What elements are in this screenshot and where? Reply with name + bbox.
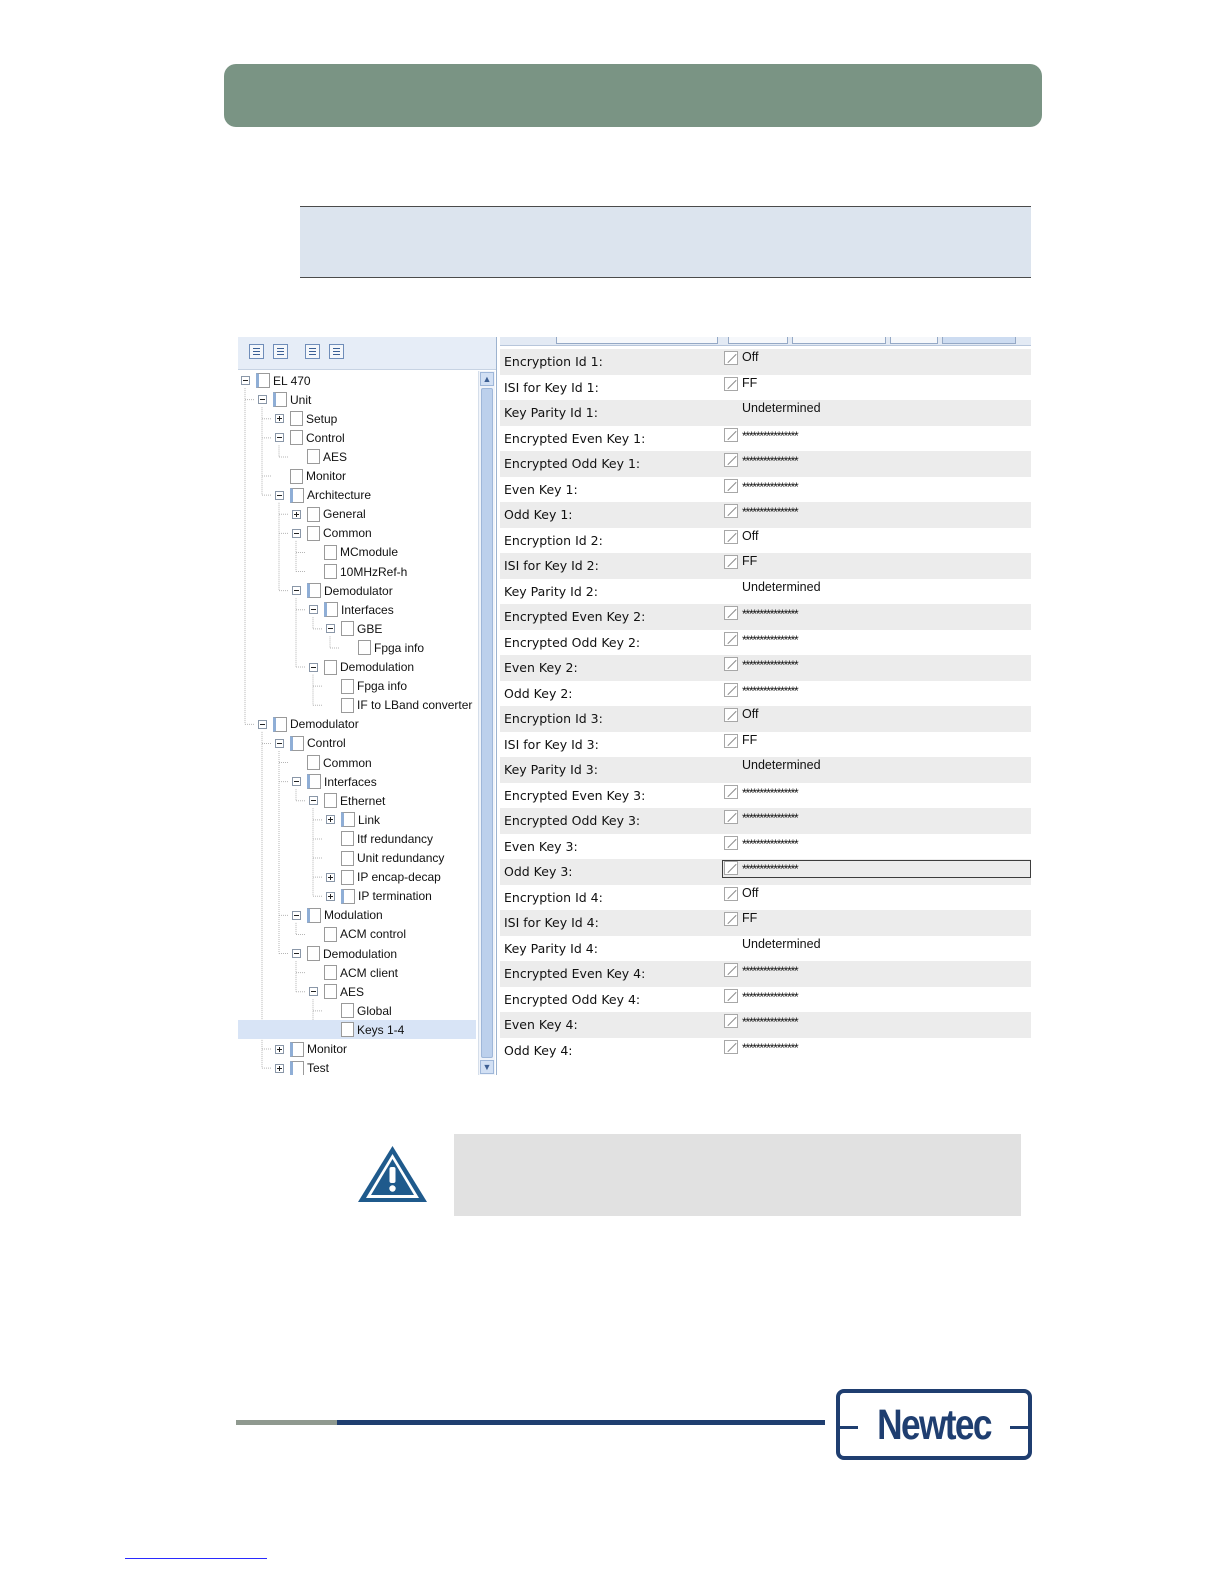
folder-book-icon bbox=[290, 1042, 304, 1057]
tree-node-label: Test bbox=[307, 1061, 330, 1075]
property-label: ISI for Key Id 4: bbox=[504, 915, 599, 930]
tree-node-label: Monitor bbox=[307, 1042, 348, 1056]
tree-node-label: Demodulator bbox=[290, 717, 359, 732]
folder-book-icon bbox=[290, 1061, 304, 1075]
edit-icon[interactable] bbox=[724, 785, 738, 799]
tree-node-architecture[interactable] bbox=[275, 486, 371, 505]
property-value-field[interactable]: **************** bbox=[742, 505, 798, 519]
tree-node-acm-control[interactable] bbox=[309, 925, 406, 944]
tree-node-monitor[interactable] bbox=[275, 467, 346, 486]
property-value-field[interactable]: **************** bbox=[742, 964, 798, 978]
scroll-down-icon[interactable]: ▼ bbox=[480, 1060, 494, 1074]
page-icon bbox=[324, 927, 337, 942]
tree-node-interfaces[interactable] bbox=[309, 600, 394, 619]
tree-node-label: Demodulation bbox=[323, 946, 398, 961]
property-label: ISI for Key Id 1: bbox=[504, 379, 599, 395]
page-icon bbox=[324, 793, 337, 808]
tree-node-setup[interactable] bbox=[275, 409, 337, 428]
page-icon bbox=[341, 679, 354, 694]
tree-node-label: Modulation bbox=[324, 908, 383, 923]
collapse-icon[interactable] bbox=[275, 433, 284, 442]
page-icon bbox=[290, 430, 303, 445]
tree-node-label: IP encap-decap bbox=[357, 870, 441, 885]
property-label: Encrypted Even Key 1: bbox=[504, 430, 646, 446]
edit-icon[interactable] bbox=[724, 377, 738, 391]
tree-node-label: Interfaces bbox=[341, 602, 394, 617]
collapse-icon[interactable] bbox=[292, 777, 301, 786]
tree-node-label: General bbox=[323, 507, 366, 522]
collapse-icon[interactable] bbox=[292, 911, 301, 920]
properties-toolbar bbox=[500, 337, 1031, 346]
collapse-icon[interactable] bbox=[309, 663, 318, 672]
edit-icon[interactable] bbox=[724, 836, 738, 850]
tree-node-10mhzref-h[interactable] bbox=[309, 562, 407, 581]
property-row-encrypted-even-key-3[interactable] bbox=[500, 783, 1031, 809]
collapse-icon[interactable] bbox=[309, 987, 318, 996]
property-row-odd-key-2[interactable] bbox=[500, 681, 1031, 707]
edit-icon[interactable] bbox=[724, 606, 738, 620]
property-value-field[interactable]: **************** bbox=[742, 836, 798, 851]
page-icon bbox=[307, 507, 320, 522]
collapse-icon[interactable] bbox=[292, 949, 301, 958]
property-value-field[interactable]: **************** bbox=[742, 632, 798, 647]
edit-icon[interactable] bbox=[724, 912, 738, 926]
edit-icon[interactable] bbox=[724, 453, 738, 467]
property-value-field[interactable]: FF bbox=[742, 911, 758, 925]
tree-node-label: Itf redundancy bbox=[357, 831, 434, 846]
property-label: Encrypted Even Key 4: bbox=[504, 966, 646, 981]
property-value-field[interactable]: FF bbox=[742, 375, 758, 390]
tree-node-modulation[interactable] bbox=[292, 906, 383, 925]
scroll-thumb[interactable] bbox=[481, 388, 493, 1058]
collapse-icon[interactable] bbox=[241, 376, 250, 385]
property-row-even-key-4[interactable] bbox=[500, 1012, 1031, 1038]
page-icon bbox=[307, 946, 320, 961]
property-row-encrypted-odd-key-3[interactable] bbox=[500, 808, 1031, 834]
edit-icon[interactable] bbox=[724, 351, 738, 365]
property-label: Encrypted Odd Key 1: bbox=[504, 456, 641, 471]
page-icon bbox=[341, 1022, 354, 1037]
tree-node-fpga-info[interactable] bbox=[343, 638, 424, 657]
footer-link-underline bbox=[125, 1558, 267, 1559]
property-row-encrypted-odd-key-1[interactable] bbox=[500, 451, 1031, 477]
collapse-icon[interactable] bbox=[326, 624, 335, 633]
expand-all-icon[interactable] bbox=[249, 344, 264, 359]
collapse-icon[interactable] bbox=[292, 529, 301, 538]
footer-rule-blue bbox=[337, 1420, 825, 1425]
property-label: Even Key 1: bbox=[504, 481, 578, 497]
tree-view bbox=[238, 371, 476, 1075]
property-value-field[interactable]: **************** bbox=[742, 989, 798, 1004]
page-icon bbox=[341, 870, 354, 885]
property-label: Encryption Id 3: bbox=[504, 711, 603, 726]
folder-book-icon bbox=[290, 488, 304, 503]
property-value-field[interactable]: Off bbox=[742, 528, 759, 543]
folder-book-icon bbox=[324, 602, 338, 617]
tree-pane bbox=[238, 337, 497, 1075]
tree-node-label: Monitor bbox=[306, 469, 347, 483]
tree-node-label: Setup bbox=[306, 411, 338, 426]
edit-icon[interactable] bbox=[724, 708, 738, 722]
property-row-isi-for-key-id-2[interactable] bbox=[500, 553, 1031, 579]
tree-node-control[interactable] bbox=[275, 428, 345, 447]
property-value: Undetermined bbox=[742, 758, 821, 772]
expand-icon[interactable] bbox=[275, 1045, 284, 1054]
tree-node-label: Demodulator bbox=[324, 583, 393, 598]
expand-all-icon[interactable] bbox=[305, 344, 320, 359]
expand-icon[interactable] bbox=[275, 414, 284, 423]
property-row-encryption-id-4[interactable] bbox=[500, 885, 1031, 911]
property-row-odd-key-1[interactable] bbox=[500, 502, 1031, 528]
property-row-isi-for-key-id-4[interactable] bbox=[500, 910, 1031, 936]
edit-icon[interactable] bbox=[724, 989, 738, 1003]
property-label: Odd Key 4: bbox=[504, 1042, 573, 1058]
property-row-key-parity-id-1 bbox=[500, 400, 1031, 426]
property-label: ISI for Key Id 2: bbox=[504, 558, 599, 573]
tree-node-common[interactable] bbox=[292, 524, 372, 543]
tree-node-label: Architecture bbox=[307, 488, 372, 503]
tree-node-demodulator[interactable] bbox=[292, 581, 393, 600]
page-icon bbox=[341, 698, 354, 713]
tree-node-test[interactable] bbox=[275, 1059, 329, 1075]
folder-book-icon bbox=[256, 373, 270, 388]
warning-icon bbox=[356, 1144, 429, 1204]
page-icon bbox=[307, 449, 320, 464]
property-value-field[interactable]: FF bbox=[742, 554, 758, 568]
folder-book-icon bbox=[273, 392, 287, 407]
property-value: Undetermined bbox=[742, 401, 821, 415]
tree-node-ip-termination[interactable] bbox=[326, 887, 432, 906]
property-row-encrypted-even-key-2[interactable] bbox=[500, 604, 1031, 630]
edit-icon[interactable] bbox=[724, 555, 738, 569]
tree-node-demodulation[interactable] bbox=[309, 658, 414, 677]
tree-node-label: Keys 1-4 bbox=[357, 1022, 405, 1037]
folder-book-icon bbox=[341, 889, 355, 904]
note-box bbox=[454, 1134, 1021, 1216]
edit-icon[interactable] bbox=[724, 428, 738, 442]
property-label: Encrypted Odd Key 3: bbox=[504, 813, 641, 828]
property-value-field[interactable]: **************** bbox=[742, 454, 798, 468]
tree-node-interfaces[interactable] bbox=[292, 772, 377, 791]
property-value-field[interactable]: **************** bbox=[742, 683, 798, 698]
footer-rule-grey bbox=[236, 1420, 337, 1425]
property-label: Encryption Id 4: bbox=[504, 889, 603, 905]
property-label: Even Key 3: bbox=[504, 838, 578, 854]
tree-node-label: Unit bbox=[290, 392, 312, 407]
property-row-even-key-1[interactable] bbox=[500, 477, 1031, 503]
scroll-up-icon[interactable]: ▲ bbox=[480, 372, 494, 386]
property-label: Encrypted Odd Key 4: bbox=[504, 991, 641, 1007]
tree-node-link[interactable] bbox=[326, 810, 380, 829]
property-row-key-parity-id-4 bbox=[500, 936, 1031, 962]
property-label: Odd Key 2: bbox=[504, 685, 573, 701]
property-label: Key Parity Id 1: bbox=[504, 405, 598, 420]
edit-icon[interactable] bbox=[724, 861, 738, 875]
property-row-odd-key-4[interactable] bbox=[500, 1038, 1031, 1064]
expand-icon[interactable] bbox=[292, 510, 301, 519]
property-row-encrypted-even-key-4[interactable] bbox=[500, 961, 1031, 987]
page-icon bbox=[290, 469, 303, 484]
tree-node-control[interactable] bbox=[275, 734, 346, 753]
tree-node-label: EL 470 bbox=[273, 373, 311, 388]
tree-node-global[interactable] bbox=[326, 1001, 392, 1020]
property-row-isi-for-key-id-1[interactable] bbox=[500, 375, 1031, 401]
edit-icon[interactable] bbox=[724, 734, 738, 748]
property-label: Odd Key 1: bbox=[504, 507, 573, 522]
tree-node-label: Unit redundancy bbox=[357, 851, 445, 865]
tree-scrollbar[interactable] bbox=[478, 371, 495, 1075]
tree-node-label: GBE bbox=[357, 621, 383, 636]
tree-node-label: AES bbox=[340, 984, 365, 999]
edit-icon[interactable] bbox=[724, 530, 738, 544]
folder-book-icon bbox=[307, 774, 321, 789]
tree-node-label: Common bbox=[323, 526, 372, 541]
tree-node-aes[interactable] bbox=[292, 447, 347, 466]
page-icon bbox=[341, 831, 354, 846]
edit-icon[interactable] bbox=[724, 1040, 738, 1054]
expand-icon[interactable] bbox=[326, 815, 335, 824]
page-icon bbox=[341, 621, 354, 636]
properties-pane bbox=[500, 337, 1031, 1075]
newtec-logo bbox=[836, 1389, 1032, 1460]
tree-node-label: Fpga info bbox=[357, 679, 408, 694]
property-row-even-key-2[interactable] bbox=[500, 655, 1031, 681]
edit-icon[interactable] bbox=[724, 887, 738, 901]
property-value-field[interactable]: **************** bbox=[742, 658, 798, 672]
tree-node-fpga-info[interactable] bbox=[326, 677, 407, 696]
expand-icon[interactable] bbox=[275, 1064, 284, 1073]
property-value-field[interactable]: **************** bbox=[742, 1040, 798, 1055]
edit-icon[interactable] bbox=[724, 632, 738, 646]
tree-node-gbe[interactable] bbox=[326, 619, 382, 638]
property-row-key-parity-id-2 bbox=[500, 579, 1031, 605]
page-icon bbox=[324, 965, 337, 980]
property-label: Even Key 4: bbox=[504, 1017, 578, 1032]
page-icon bbox=[307, 755, 320, 770]
tree-node-label: ACM client bbox=[340, 965, 399, 980]
tree-node-mcmodule[interactable] bbox=[309, 543, 398, 562]
property-label: Key Parity Id 2: bbox=[504, 583, 598, 599]
folder-book-icon bbox=[341, 812, 355, 827]
tree-node-label: Interfaces bbox=[324, 774, 377, 789]
tree-node-keys-1-4[interactable] bbox=[238, 1020, 476, 1039]
edit-icon[interactable] bbox=[724, 479, 738, 493]
property-value: Undetermined bbox=[742, 936, 821, 951]
collapse-icon[interactable] bbox=[258, 720, 267, 729]
property-row-isi-for-key-id-3[interactable] bbox=[500, 732, 1031, 758]
edit-icon[interactable] bbox=[724, 963, 738, 977]
logo-text: Newtec bbox=[877, 1401, 991, 1449]
page-icon bbox=[307, 526, 320, 541]
tree-node-label: Link bbox=[358, 812, 381, 827]
property-label: Even Key 2: bbox=[504, 660, 578, 675]
property-label: ISI for Key Id 3: bbox=[504, 736, 599, 752]
property-value: Undetermined bbox=[742, 579, 821, 594]
property-row-even-key-3[interactable] bbox=[500, 834, 1031, 860]
property-value-field[interactable]: FF bbox=[742, 732, 758, 747]
page-icon bbox=[341, 1003, 354, 1018]
tree-toolbar bbox=[238, 337, 496, 370]
tree-node-label: Global bbox=[357, 1003, 392, 1018]
property-row-encryption-id-2[interactable] bbox=[500, 528, 1031, 554]
property-value-field[interactable]: **************** bbox=[742, 1015, 798, 1029]
property-value-field[interactable]: Off bbox=[742, 707, 759, 721]
tree-node-label: Control bbox=[306, 430, 345, 445]
tree-node-ethernet[interactable] bbox=[309, 791, 385, 810]
tree-node-el-470[interactable] bbox=[241, 371, 311, 390]
property-row-odd-key-3[interactable] bbox=[500, 859, 1031, 885]
tree-node-aes[interactable] bbox=[309, 982, 364, 1001]
edit-icon[interactable] bbox=[724, 504, 738, 518]
expand-icon[interactable] bbox=[326, 892, 335, 901]
tree-node-monitor[interactable] bbox=[275, 1040, 347, 1059]
collapse-icon[interactable] bbox=[309, 605, 318, 614]
property-row-key-parity-id-3 bbox=[500, 757, 1031, 783]
expand-icon[interactable] bbox=[326, 873, 335, 882]
tree-node-ip-encap-decap[interactable] bbox=[326, 868, 441, 887]
tree-node-label: Control bbox=[307, 736, 346, 751]
property-label: Key Parity Id 3: bbox=[504, 762, 598, 777]
property-value-field[interactable]: **************** bbox=[742, 428, 798, 443]
property-row-encrypted-odd-key-2[interactable] bbox=[500, 630, 1031, 656]
edit-icon[interactable] bbox=[724, 810, 738, 824]
property-row-encryption-id-1[interactable] bbox=[500, 349, 1031, 375]
collapse-icon[interactable] bbox=[258, 395, 267, 404]
edit-icon[interactable] bbox=[724, 1014, 738, 1028]
property-label: Odd Key 3: bbox=[504, 864, 573, 879]
list-view-icon[interactable] bbox=[273, 344, 288, 359]
property-value-field[interactable]: **************** bbox=[742, 479, 798, 494]
tree-node-label: Ethernet bbox=[340, 793, 386, 808]
collapse-icon[interactable] bbox=[275, 739, 284, 748]
property-label: Encrypted Odd Key 2: bbox=[504, 634, 641, 650]
tree-node-demodulation[interactable] bbox=[292, 944, 397, 963]
folder-book-icon bbox=[307, 583, 321, 598]
page-icon bbox=[324, 545, 337, 560]
collapse-icon[interactable] bbox=[292, 586, 301, 595]
collapse-icon[interactable] bbox=[275, 491, 284, 500]
tree-node-demodulator[interactable] bbox=[258, 715, 359, 734]
folder-book-icon bbox=[273, 717, 287, 732]
edit-icon[interactable] bbox=[724, 683, 738, 697]
tree-node-unit-redundancy[interactable] bbox=[326, 849, 444, 868]
property-value-field[interactable]: **************** bbox=[742, 785, 798, 800]
section-heading-box bbox=[300, 206, 1031, 278]
property-label: Encryption Id 1: bbox=[504, 354, 603, 369]
tree-node-label: MCmodule bbox=[340, 545, 399, 560]
property-value-field[interactable]: **************** bbox=[742, 862, 798, 876]
property-label: Encryption Id 2: bbox=[504, 532, 603, 548]
tree-node-general[interactable] bbox=[292, 505, 366, 524]
tree-node-label: IP termination bbox=[358, 889, 432, 904]
tree-node-if-to-lband-converter[interactable] bbox=[326, 696, 472, 715]
collapse-icon[interactable] bbox=[309, 796, 318, 805]
tree-node-acm-client[interactable] bbox=[309, 963, 398, 982]
property-label: Key Parity Id 4: bbox=[504, 940, 598, 956]
property-row-encrypted-odd-key-4[interactable] bbox=[500, 987, 1031, 1013]
page-icon bbox=[358, 640, 371, 655]
tree-node-label: AES bbox=[323, 449, 348, 464]
tree-node-label: IF to LBand converter bbox=[357, 698, 473, 713]
folder-book-icon bbox=[290, 736, 304, 751]
page-icon bbox=[290, 411, 303, 426]
page-icon bbox=[324, 660, 337, 675]
tree-node-label: 10MHzRef-h bbox=[340, 564, 408, 579]
property-value-field[interactable]: Off bbox=[742, 885, 759, 900]
property-label: Encrypted Even Key 3: bbox=[504, 787, 646, 803]
tree-node-common[interactable] bbox=[292, 753, 372, 772]
edit-icon[interactable] bbox=[724, 657, 738, 671]
folder-book-icon bbox=[307, 908, 321, 923]
page-icon bbox=[324, 564, 337, 579]
property-value-field[interactable]: **************** bbox=[742, 607, 798, 621]
page-icon bbox=[341, 851, 354, 866]
app-screenshot bbox=[238, 337, 1031, 1075]
list-view-icon[interactable] bbox=[329, 344, 344, 359]
tree-node-label: Demodulation bbox=[340, 660, 415, 674]
tree-node-itf-redundancy[interactable] bbox=[326, 829, 433, 848]
property-value-field[interactable]: **************** bbox=[742, 811, 798, 825]
tree-node-label: Fpga info bbox=[374, 640, 425, 655]
page-icon bbox=[324, 984, 337, 999]
header-banner bbox=[224, 64, 1042, 127]
tree-node-label: ACM control bbox=[340, 927, 407, 942]
property-value-field[interactable]: Off bbox=[742, 350, 759, 364]
tree-node-label: Common bbox=[323, 755, 372, 770]
tree-node-unit[interactable] bbox=[258, 390, 311, 409]
property-row-encryption-id-3[interactable] bbox=[500, 706, 1031, 732]
property-label: Encrypted Even Key 2: bbox=[504, 609, 646, 624]
property-row-encrypted-even-key-1[interactable] bbox=[500, 426, 1031, 452]
